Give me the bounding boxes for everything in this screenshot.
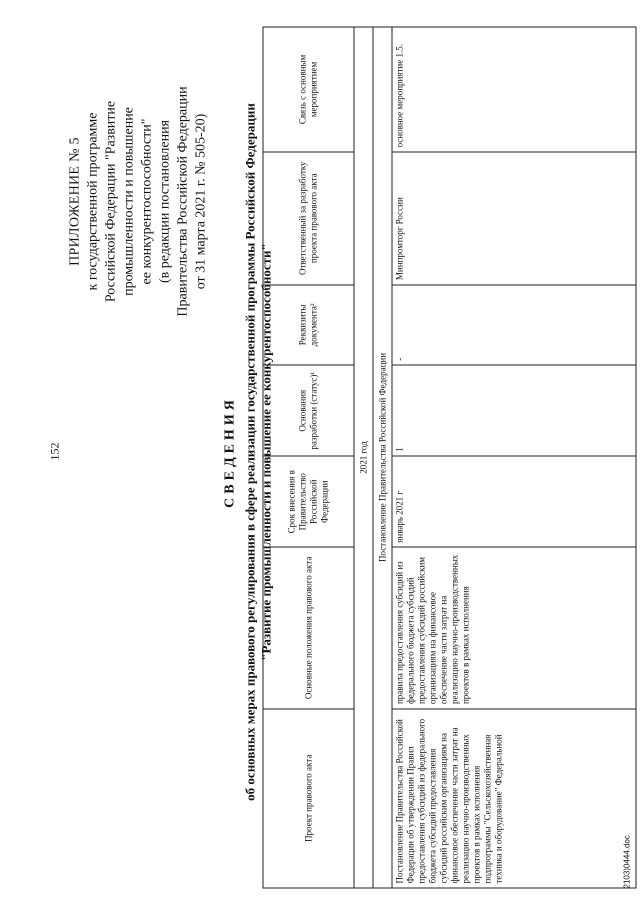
table-cell: -: [392, 285, 636, 366]
section-row: [373, 27, 392, 888]
header-cell: Ответственный за разработку проекта правового акта: [263, 152, 354, 285]
section-label: Постановление Правительства Российской Федерации: [373, 27, 392, 888]
table-row: [392, 27, 636, 888]
heading-line-2: "Развитие промышленности и повышение ее конкурентоспособности": [258, 243, 273, 661]
table-cell: январь 2021 г: [392, 456, 636, 547]
appendix-line: (в редакции постановления: [157, 119, 172, 284]
header-cell: Срок внесения в Правительство Российской Федерации: [263, 456, 354, 547]
appendix-line: к государственной программе: [85, 112, 100, 291]
year-row: [354, 27, 373, 888]
table-cell: Постановление Правительства Российской Федерации об утверждении Правил предоставления субсидий из федерального бюджета субсидий предоставления субсидий российским организациям на финансовое обеспечение части затрат на реализацию научно-производственных проектов в рамках исполнения подпрограммы "Сельскохозяйственная техника и оборудование" Федеральной: [392, 709, 636, 888]
appendix-line: Российской Федерации "Развитие: [103, 100, 118, 303]
appendix-title: ПРИЛОЖЕНИЕ № 5: [67, 137, 82, 266]
appendix-line: от 31 марта 2021 г. № 505-20): [193, 113, 208, 290]
appendix-line: ее конкурентоспособности": [139, 118, 154, 285]
measures-table: [262, 27, 636, 889]
table-cell: 1: [392, 365, 636, 456]
header-cell: Проект правового акта: [263, 709, 354, 888]
appendix-block: [66, 37, 210, 367]
footer-code: 2103)0444.doc: [622, 835, 631, 889]
year-label: 2021 год: [354, 27, 373, 888]
heading-line-1: об основных мерах правового регулирования в сфере реализации государственной программы Российской Федерации: [242, 103, 257, 801]
table-cell: правила предоставления субсидий из федерального бюджета субсидий предоставления субсидий российским организациям на финансовое обеспечение части затрат на реализацию научно-производственных проектов в рамках исполнения: [392, 547, 636, 708]
appendix-line: промышленности и повышение: [121, 107, 136, 296]
page-number: 152: [47, 442, 62, 461]
appendix-line: Правительства Российской Федерации: [175, 86, 190, 317]
table-cell: Минпромторг России: [392, 152, 636, 285]
header-cell: Основные положения правового акта: [263, 547, 354, 708]
heading-caps: СВЕДЕНИЯ: [222, 396, 237, 508]
table-header-row: [263, 27, 354, 888]
table-cell: основное мероприятие 1.5.: [392, 27, 636, 152]
header-cell: Основания разработки (статус)¹: [263, 365, 354, 456]
header-cell: Связь с основным мероприятием: [263, 27, 354, 152]
header-cell: Реквизиты документа²: [263, 285, 354, 366]
